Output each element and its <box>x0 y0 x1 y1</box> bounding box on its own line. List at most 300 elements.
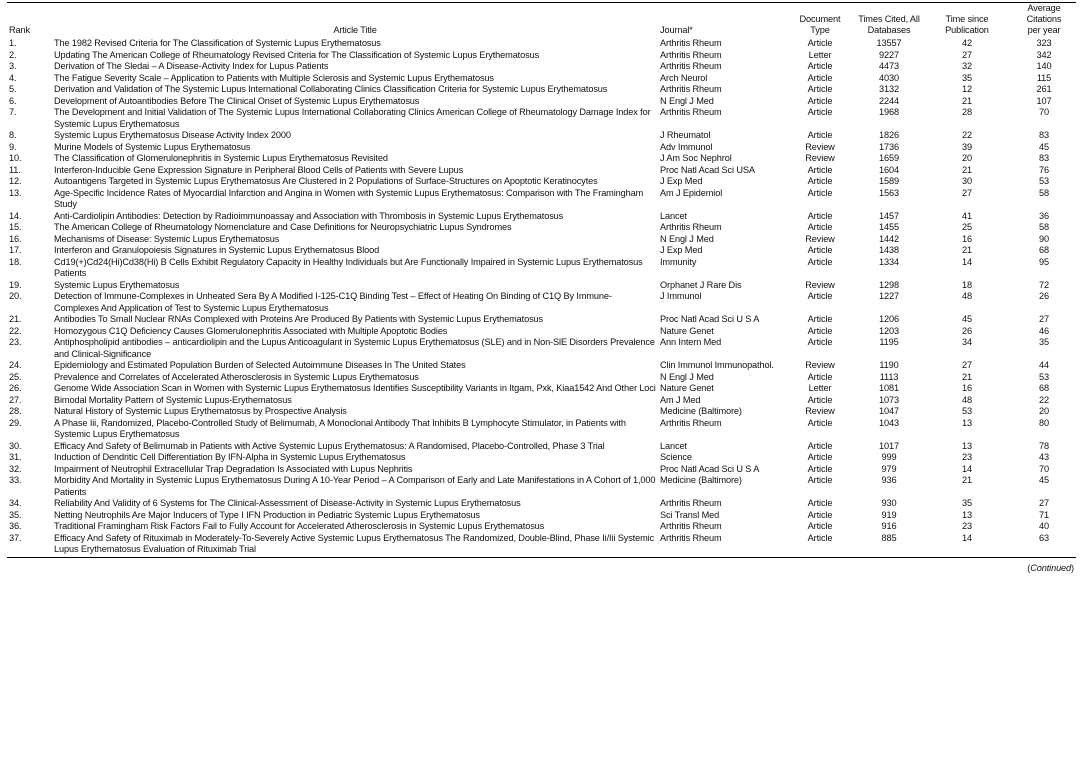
journal-cell: J Exp Med <box>660 176 703 186</box>
journal-cell: Arthritis Rheum <box>660 498 722 508</box>
time-since-publication-cell: 39 <box>962 141 972 152</box>
citations-table <box>7 3 1080 556</box>
table-row <box>7 61 1080 73</box>
table-row <box>7 188 1080 211</box>
table-row <box>7 533 1080 556</box>
title-cell: Natural History of Systemic Lupus Erythematosus by Prospective Analysis <box>54 406 347 416</box>
document-type-cell: Article <box>807 371 833 382</box>
document-type-cell: Article <box>807 176 833 186</box>
rank-cell: 10. <box>9 153 22 163</box>
times-cited-cell: 916 <box>881 521 897 531</box>
times-cited-cell: 1826 <box>879 130 899 140</box>
average-citations-cell: 68 <box>1039 245 1049 255</box>
table-row <box>7 107 1080 130</box>
time-since-publication-cell: 16 <box>962 383 972 393</box>
table-row <box>7 153 1080 165</box>
rank-cell: 11. <box>9 164 21 175</box>
time-since-publication-cell: 27 <box>962 360 972 370</box>
time-since-publication-cell: 30 <box>962 176 972 186</box>
rank-cell: 29. <box>9 417 22 428</box>
times-cited-cell: 3132 <box>879 84 899 94</box>
document-type-cell: Review <box>805 406 835 416</box>
time-since-publication-cell: 21 <box>962 164 972 175</box>
journal-cell: Sci Transl Med <box>660 509 720 520</box>
title-cell: Updating The American College of Rheumatology Revised Criteria for The Classification of Systemic Lupus Erythematosus <box>54 49 540 60</box>
average-citations-cell: 115 <box>1036 72 1052 83</box>
table-row <box>7 372 1080 384</box>
title-cell: Systemic Lupus Erythematosus Disease Activity Index 2000 <box>54 130 291 140</box>
document-type-cell: Article <box>807 417 833 428</box>
rank-cell: 3. <box>9 61 17 71</box>
table-row <box>7 222 1080 234</box>
document-type-cell: Article <box>807 245 833 255</box>
times-cited-cell: 1455 <box>879 222 899 232</box>
time-since-publication-cell: 23 <box>962 452 972 462</box>
time-since-publication-cell: 21 <box>962 245 972 255</box>
times-cited-cell: 1659 <box>879 153 899 163</box>
times-cited-cell: 1227 <box>879 291 899 301</box>
average-citations-cell: 26 <box>1039 291 1049 301</box>
average-citations-cell: 323 <box>1036 38 1052 48</box>
document-type-cell: Article <box>807 210 833 221</box>
document-type-cell: Article <box>807 452 833 462</box>
rank-cell: 26. <box>9 383 22 393</box>
times-cited-cell: 1047 <box>879 406 899 416</box>
title-cell: Age-Specific Incidence Rates of Myocardial Infarction and Angina in Women with Systemic Lupus Erythematosus: Comparison with The Framingham Study <box>54 187 644 209</box>
table-row <box>7 245 1080 257</box>
average-citations-cell: 78 <box>1039 440 1049 451</box>
document-type-cell: Article <box>807 325 833 336</box>
times-cited-cell: 1438 <box>879 245 899 255</box>
document-type-cell: Article <box>807 256 833 267</box>
rank-cell: 16. <box>9 233 22 244</box>
table-bottom-rule <box>7 557 1076 558</box>
average-citations-cell: 53 <box>1039 371 1049 382</box>
time-since-publication-cell: 26 <box>962 325 972 336</box>
title-cell: Derivation and Validation of The Systemic Lupus International Collaborating Clinics Classification Criteria for Systemic Lupus Erythematosus <box>54 84 608 94</box>
time-since-publication-cell: 28 <box>962 107 972 117</box>
title-cell: Induction of Dendritic Cell Differentiation By IFN-Alpha in Systemic Lupus Erythematosus <box>54 452 406 462</box>
rank-cell: 28. <box>9 406 22 416</box>
average-citations-cell: 40 <box>1039 521 1049 531</box>
rank-cell: 34. <box>9 498 22 508</box>
times-cited-cell: 1334 <box>879 256 899 267</box>
rank-cell: 12. <box>9 176 22 186</box>
times-cited-cell: 1968 <box>879 107 899 117</box>
rank-cell: 15. <box>9 222 22 232</box>
document-type-cell: Review <box>805 153 835 163</box>
table-row <box>7 314 1080 326</box>
rank-cell: 37. <box>9 532 22 543</box>
title-cell: Anti-Cardiolipin Antibodies: Detection by Radioimmunoassay and Association with Thrombosis in Systemic Lupus Erythematosus <box>54 210 564 221</box>
average-citations-cell: 90 <box>1039 233 1049 244</box>
table-row <box>7 73 1080 85</box>
time-since-publication-cell: 48 <box>962 394 972 405</box>
document-type-cell: Article <box>807 72 833 83</box>
title-cell: Efficacy And Safety of Belimumab in Patients with Active Systemic Lupus Erythematosus: A Randomised, Placebo-Controlled, Phase 3 Trial <box>54 440 605 451</box>
document-type-cell: Article <box>807 61 833 71</box>
average-citations-cell: 83 <box>1039 130 1049 140</box>
table-row <box>7 406 1080 418</box>
time-since-publication-cell: 13 <box>962 509 972 520</box>
rank-cell: 4. <box>9 72 17 83</box>
title-cell: Efficacy And Safety of Rituximab in Moderately-To-Severely Active Systemic Lupus Erythematosus The Randomized, Double-Blind, Phase Ii/Iii Systemic Lupus Erythematosus Evaluation of Rituximab Trial <box>54 532 655 554</box>
average-citations-cell: 72 <box>1039 279 1049 290</box>
table-row <box>7 521 1080 533</box>
times-cited-cell: 1043 <box>879 417 899 428</box>
title-cell: The Development and Initial Validation of The Systemic Lupus International Collaborating Clinics American College of Rheumatology Damage Index for Systemic Lupus Erythematosus <box>54 107 651 129</box>
average-citations-cell: 80 <box>1039 417 1049 428</box>
title-cell: Derivation of The Sledai – A Disease-Activity Index for Lupus Patients <box>54 61 329 71</box>
table-row <box>7 475 1080 498</box>
average-citations-cell: 342 <box>1036 49 1052 60</box>
title-cell: A Phase Iii, Randomized, Placebo-Controlled Study of Belimumab, A Monoclonal Antibody That Inhibits B Lymphocyte Stimulator, in Patients with Systemic Lupus Erythematosus <box>54 417 626 439</box>
times-cited-cell: 1081 <box>879 383 899 393</box>
times-cited-cell: 1017 <box>879 440 899 451</box>
header-rank: Rank <box>9 25 30 35</box>
title-cell: Netting Neutrophils Are Major Inducers of Type I IFN Production in Pediatric Systemic Lupus Erythematosus <box>54 509 480 520</box>
journal-cell: Medicine (Baltimore) <box>660 475 742 485</box>
title-cell: The Fatigue Severity Scale – Application to Patients with Multiple Sclerosis and Systemic Lupus Erythematosus <box>54 72 494 83</box>
times-cited-cell: 1442 <box>879 233 899 244</box>
journal-cell: N Engl J Med <box>660 233 714 244</box>
time-since-publication-cell: 21 <box>962 475 972 485</box>
journal-cell: Science <box>660 452 692 462</box>
document-type-cell: Article <box>807 164 833 175</box>
journal-cell: Arthritis Rheum <box>660 417 722 428</box>
time-since-publication-cell: 42 <box>962 38 972 48</box>
time-since-publication-cell: 25 <box>962 222 972 232</box>
times-cited-cell: 885 <box>881 532 897 543</box>
journal-cell: N Engl J Med <box>660 371 714 382</box>
header-average-citations: Average Citations per year <box>1026 3 1062 35</box>
journal-cell: Ann Intern Med <box>660 337 722 347</box>
title-cell: The Classification of Glomerulonephritis in Systemic Lupus Erythematosus Revisited <box>54 153 388 163</box>
rank-cell: 14. <box>9 210 22 221</box>
journal-cell: Arthritis Rheum <box>660 38 722 48</box>
rank-cell: 9. <box>9 141 17 152</box>
document-type-cell: Article <box>807 95 833 106</box>
document-type-cell: Article <box>807 498 833 508</box>
header-document-type: Document Type <box>799 14 841 35</box>
table-row <box>7 395 1080 407</box>
time-since-publication-cell: 13 <box>962 417 972 428</box>
document-type-cell: Letter <box>808 49 832 60</box>
rank-cell: 24. <box>9 360 22 370</box>
times-cited-cell: 930 <box>881 498 897 508</box>
table-row <box>7 50 1080 62</box>
average-citations-cell: 53 <box>1039 176 1049 186</box>
table-row <box>7 498 1080 510</box>
document-type-cell: Article <box>807 314 833 324</box>
journal-cell: Nature Genet <box>660 325 714 336</box>
average-citations-cell: 44 <box>1039 360 1049 370</box>
times-cited-cell: 1298 <box>879 279 899 290</box>
table-row <box>7 337 1080 360</box>
rank-cell: 5. <box>9 84 17 94</box>
journal-cell: Arthritis Rheum <box>660 532 722 543</box>
table-row <box>7 280 1080 292</box>
average-citations-cell: 63 <box>1039 532 1049 543</box>
times-cited-cell: 1195 <box>879 337 899 347</box>
table-row <box>7 257 1080 280</box>
title-cell: Interferon and Granulopoiesis Signatures in Systemic Lupus Erythematosus Blood <box>54 245 380 255</box>
table-row <box>7 360 1080 372</box>
times-cited-cell: 1589 <box>879 176 899 186</box>
time-since-publication-cell: 27 <box>962 49 972 60</box>
times-cited-cell: 1604 <box>879 164 899 175</box>
journal-cell: Arthritis Rheum <box>660 84 722 94</box>
average-citations-cell: 27 <box>1039 498 1049 508</box>
table-row <box>7 326 1080 338</box>
rank-cell: 7. <box>9 107 17 117</box>
average-citations-cell: 76 <box>1039 164 1049 175</box>
times-cited-cell: 1190 <box>879 360 899 370</box>
document-type-cell: Review <box>805 233 835 244</box>
journal-cell: Proc Natl Acad Sci U S A <box>660 314 760 324</box>
time-since-publication-cell: 14 <box>962 463 972 474</box>
times-cited-cell: 4473 <box>879 61 899 71</box>
rank-cell: 23. <box>9 337 22 347</box>
journal-cell: Arthritis Rheum <box>660 521 722 531</box>
document-type-cell: Article <box>807 291 833 301</box>
table-row <box>7 165 1080 177</box>
times-cited-cell: 4030 <box>879 72 899 83</box>
time-since-publication-cell: 41 <box>962 210 972 221</box>
journal-cell: Arch Neurol <box>660 72 708 83</box>
title-cell: Antibodies To Small Nuclear RNAs Complexed with Proteins Are Produced By Patients with Systemic Lupus Erythematosus <box>54 314 544 324</box>
document-type-cell: Article <box>807 463 833 474</box>
table-row <box>7 142 1080 154</box>
table-row <box>7 234 1080 246</box>
times-cited-cell: 1736 <box>879 141 899 152</box>
journal-cell: Am J Epidemiol <box>660 187 723 198</box>
table-row <box>7 211 1080 223</box>
header-time-since-publication: Time since Publication <box>945 14 989 35</box>
times-cited-cell: 1563 <box>879 187 899 198</box>
time-since-publication-cell: 14 <box>962 256 972 267</box>
document-type-cell: Article <box>807 440 833 451</box>
rank-cell: 6. <box>9 95 17 106</box>
document-type-cell: Review <box>805 279 835 290</box>
rank-cell: 20. <box>9 291 22 301</box>
times-cited-cell: 919 <box>881 509 897 520</box>
average-citations-cell: 70 <box>1039 107 1049 117</box>
average-citations-cell: 83 <box>1039 153 1049 163</box>
rank-cell: 18. <box>9 256 22 267</box>
time-since-publication-cell: 21 <box>962 371 972 382</box>
rank-cell: 30. <box>9 440 22 451</box>
title-cell: Interferon-Inducible Gene Expression Signature in Peripheral Blood Cells of Patients with Severe Lupus <box>54 164 464 175</box>
journal-cell: J Am Soc Nephrol <box>660 153 732 163</box>
table-row <box>7 452 1080 464</box>
average-citations-cell: 107 <box>1036 95 1052 106</box>
title-cell: Antiphospholipid antibodies – anticardiolipin and the Lupus Anticoagulant in Systemic Lupus Erythematosus (SLE) and in Non-SlE Disorders Prevalence and Clinical-Significance <box>54 337 655 359</box>
journal-cell: Arthritis Rheum <box>660 61 722 71</box>
journal-cell: Orphanet J Rare Dis <box>660 279 742 290</box>
times-cited-cell: 1203 <box>879 325 899 336</box>
time-since-publication-cell: 12 <box>962 84 972 94</box>
rank-cell: 25. <box>9 371 22 382</box>
table-row <box>7 291 1080 314</box>
document-type-cell: Article <box>807 337 833 347</box>
average-citations-cell: 58 <box>1039 187 1049 198</box>
average-citations-cell: 43 <box>1039 452 1049 462</box>
rank-cell: 2. <box>9 49 17 60</box>
table-row <box>7 84 1080 96</box>
time-since-publication-cell: 27 <box>962 187 972 198</box>
document-type-cell: Article <box>807 509 833 520</box>
table-row <box>7 176 1080 188</box>
header-times-cited: Times Cited, All Databases <box>858 14 920 35</box>
title-cell: Development of Autoantibodies Before The Clinical Onset of Systemic Lupus Erythematosus <box>54 95 420 106</box>
journal-cell: Immunity <box>660 256 697 267</box>
average-citations-cell: 20 <box>1039 406 1049 416</box>
average-citations-cell: 58 <box>1039 222 1049 232</box>
document-type-cell: Article <box>807 107 833 117</box>
document-type-cell: Review <box>805 141 835 152</box>
average-citations-cell: 27 <box>1039 314 1049 324</box>
journal-cell: J Rheumatol <box>660 130 711 140</box>
title-cell: Impairment of Neutrophil Extracellular Trap Degradation Is Associated with Lupus Nephritis <box>54 463 413 474</box>
table-header <box>7 3 1080 37</box>
times-cited-cell: 1113 <box>879 371 899 382</box>
title-cell: Homozygous C1Q Deficiency Causes Glomerulonephritis Associated with Multiple Apoptotic Bodies <box>54 325 448 336</box>
journal-cell: Proc Natl Acad Sci USA <box>660 164 755 175</box>
times-cited-cell: 1206 <box>879 314 899 324</box>
rank-cell: 36. <box>9 521 22 531</box>
time-since-publication-cell: 48 <box>962 291 972 301</box>
title-cell: Bimodal Mortality Pattern of Systemic Lupus-Erythematosus <box>54 394 292 405</box>
document-type-cell: Article <box>807 38 833 48</box>
time-since-publication-cell: 23 <box>962 521 972 531</box>
average-citations-cell: 35 <box>1039 337 1049 347</box>
time-since-publication-cell: 32 <box>962 61 972 71</box>
journal-cell: Clin Immunol Immunopathol. <box>660 360 774 370</box>
time-since-publication-cell: 21 <box>962 95 972 106</box>
journal-cell: J Immunol <box>660 291 702 301</box>
average-citations-cell: 70 <box>1039 463 1049 474</box>
table-body <box>7 37 1080 556</box>
time-since-publication-cell: 35 <box>962 498 972 508</box>
title-cell: Traditional Framingham Risk Factors Fail to Fully Account for Accelerated Atherosclerosis in Systemic Lupus Erythematosus <box>54 521 545 531</box>
time-since-publication-cell: 20 <box>962 153 972 163</box>
time-since-publication-cell: 14 <box>962 532 972 543</box>
title-cell: Mechanisms of Disease: Systemic Lupus Erythematosus <box>54 233 280 244</box>
time-since-publication-cell: 13 <box>962 440 972 451</box>
times-cited-cell: 979 <box>881 463 897 474</box>
times-cited-cell: 2244 <box>879 95 899 106</box>
document-type-cell: Article <box>807 532 833 543</box>
journal-cell: Am J Med <box>660 394 701 405</box>
title-cell: Reliability And Validity of 6 Systems for The Clinical-Assessment of Disease-Activity in Systemic Lupus Erythematosus <box>54 498 521 508</box>
document-type-cell: Article <box>807 394 833 405</box>
rank-cell: 31. <box>9 452 22 462</box>
document-type-cell: Article <box>807 521 833 531</box>
table-row <box>7 37 1080 50</box>
time-since-publication-cell: 45 <box>962 314 972 324</box>
average-citations-cell: 45 <box>1039 141 1049 152</box>
document-type-cell: Article <box>807 84 833 94</box>
journal-cell: Medicine (Baltimore) <box>660 406 742 416</box>
title-cell: Systemic Lupus Erythematosus <box>54 279 180 290</box>
title-cell: Genome Wide Association Scan in Women with Systemic Lupus Erythematosus Identifies Susceptibility Variants in Itgam, Pxk, Kiaa1542 And Other Loci <box>54 383 656 393</box>
rank-cell: 27. <box>9 394 22 405</box>
average-citations-cell: 261 <box>1036 84 1052 94</box>
rank-cell: 22. <box>9 325 22 336</box>
document-type-cell: Article <box>807 130 833 140</box>
average-citations-cell: 46 <box>1039 325 1049 336</box>
time-since-publication-cell: 16 <box>962 233 972 244</box>
times-cited-cell: 13557 <box>876 38 902 48</box>
title-cell: Epidemiology and Estimated Population Burden of Selected Autoimmune Diseases In The United States <box>54 360 466 370</box>
times-cited-cell: 1457 <box>879 210 899 221</box>
times-cited-cell: 1073 <box>879 394 899 405</box>
rank-cell: 33. <box>9 475 22 485</box>
rank-cell: 1. <box>9 38 17 48</box>
document-type-cell: Article <box>807 475 833 485</box>
times-cited-cell: 9227 <box>879 49 899 60</box>
average-citations-cell: 140 <box>1036 61 1052 71</box>
journal-cell: Lancet <box>660 210 687 221</box>
times-cited-cell: 936 <box>881 475 897 485</box>
average-citations-cell: 68 <box>1039 383 1049 393</box>
rank-cell: 19. <box>9 279 22 290</box>
rank-cell: 21. <box>9 314 22 324</box>
journal-cell: Adv Immunol <box>660 141 713 152</box>
header-journal: Journal* <box>660 25 693 35</box>
journal-cell: Arthritis Rheum <box>660 49 722 60</box>
table-row <box>7 510 1080 522</box>
document-page <box>7 2 1076 574</box>
title-cell: Autoantigens Targeted in Systemic Lupus Erythematosus Are Clustered in 2 Populations of Surface-Structures on Apoptotic Keratinocytes <box>54 176 598 186</box>
times-cited-cell: 999 <box>881 452 897 462</box>
title-cell: Prevalence and Correlates of Accelerated Atherosclerosis in Systemic Lupus Erythematosus <box>54 371 419 382</box>
table-row <box>7 96 1080 108</box>
table-row <box>7 441 1080 453</box>
table-row <box>7 464 1080 476</box>
journal-cell: Nature Genet <box>660 383 714 393</box>
document-type-cell: Article <box>807 222 833 232</box>
table-row <box>7 418 1080 441</box>
title-cell: The American College of Rheumatology Nomenclature and Case Definitions for Neuropsychiatric Lupus Syndromes <box>54 222 512 232</box>
title-cell: Cd19(+)Cd24(Hi)Cd38(Hi) B Cells Exhibit Regulatory Capacity in Healthy Individuals but Are Functionally Impaired in Systemic Lupus Erythematosus Patients <box>54 256 643 278</box>
journal-cell: Lancet <box>660 440 687 451</box>
title-cell: Detection of Immune-Complexes in Unheated Sera By A Modified I-125-C1Q Binding Test – Effect of Heating On Binding of C1Q By Immune-Complexes And Application of Test to Systemic Lupus Erythematosus <box>54 291 612 313</box>
journal-cell: Arthritis Rheum <box>660 107 722 117</box>
title-cell: The 1982 Revised Criteria for The Classification of Systemic Lupus Erythematosus <box>54 38 381 48</box>
time-since-publication-cell: 34 <box>962 337 972 347</box>
journal-cell: N Engl J Med <box>660 95 714 106</box>
time-since-publication-cell: 53 <box>962 406 972 416</box>
rank-cell: 17. <box>9 245 22 255</box>
average-citations-cell: 71 <box>1039 509 1049 520</box>
average-citations-cell: 95 <box>1039 256 1049 267</box>
time-since-publication-cell: 35 <box>962 72 972 83</box>
table-row <box>7 383 1080 395</box>
rank-cell: 35. <box>9 509 22 520</box>
table-row <box>7 130 1080 142</box>
average-citations-cell: 45 <box>1039 475 1049 485</box>
continued-note: (Continued) <box>1027 562 1074 573</box>
average-citations-cell: 22 <box>1039 394 1049 405</box>
header-title: Article Title <box>333 25 377 35</box>
document-type-cell: Review <box>805 360 835 370</box>
rank-cell: 13. <box>9 187 22 198</box>
title-cell: Murine Models of Systemic Lupus Erythematosus <box>54 141 251 152</box>
journal-cell: Proc Natl Acad Sci U S A <box>660 463 760 474</box>
average-citations-cell: 36 <box>1039 210 1049 221</box>
